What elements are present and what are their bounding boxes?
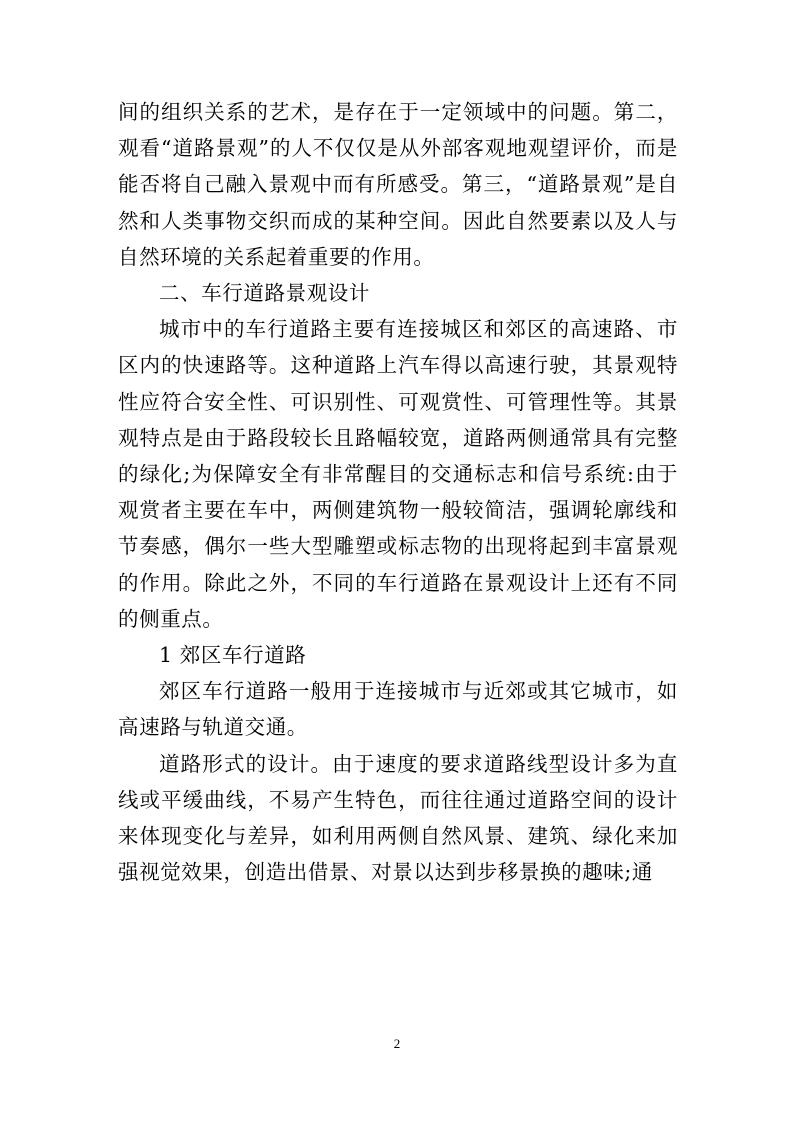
subsection-heading: 1 郊区车行道路 (159, 643, 307, 668)
section-heading: 二、车行道路景观设计 (159, 281, 370, 306)
body-text (118, 94, 678, 890)
paragraph-4: 道路形式的设计。由于速度的要求道路线型设计多为直线或平缓曲线，不易产生特色，而往往通过道路空间的设计来体现变化与差异，如利用两侧自然风景、建筑、绿化来加强视觉效果，创造出借景、对景以达到步移景换的趣味;通 (118, 751, 678, 885)
paragraph-1: 间的组织关系的艺术，是存在于一定领域中的问题。第二，观看“道路景观”的人不仅仅是从外部客观地观望评价，而是能否将自己融入景观中而有所感受。第三，“道路景观”是自然和人类事物交织而成的某种空间。因此自然要素以及人与自然环境的关系起着重要的作用。 (118, 100, 678, 269)
paragraph-3: 郊区车行道路一般用于连接城市与近郊或其它城市，如高速路与轨道交通。 (118, 679, 678, 740)
page-number: 2 (393, 1036, 401, 1051)
paragraph-2: 城市中的车行道路主要有连接城区和郊区的高速路、市区内的快速路等。这种道路上汽车得以高速行驶，其景观特性应符合安全性、可识别性、可观赏性、可管理性等。其景观特点是由于路段较长且路幅较宽，道路两侧通常具有完整的绿化;为保障安全有非常醒目的交通标志和信号系统:由于观赏者主要在车中，两侧建筑物一般较简洁，强调轮廓线和节奏感，偶尔一些大型雕塑或标志物的出现将起到丰富景观的作用。除此之外，不同的车行道路在景观设计上还有不同的侧重点。 (118, 317, 678, 631)
